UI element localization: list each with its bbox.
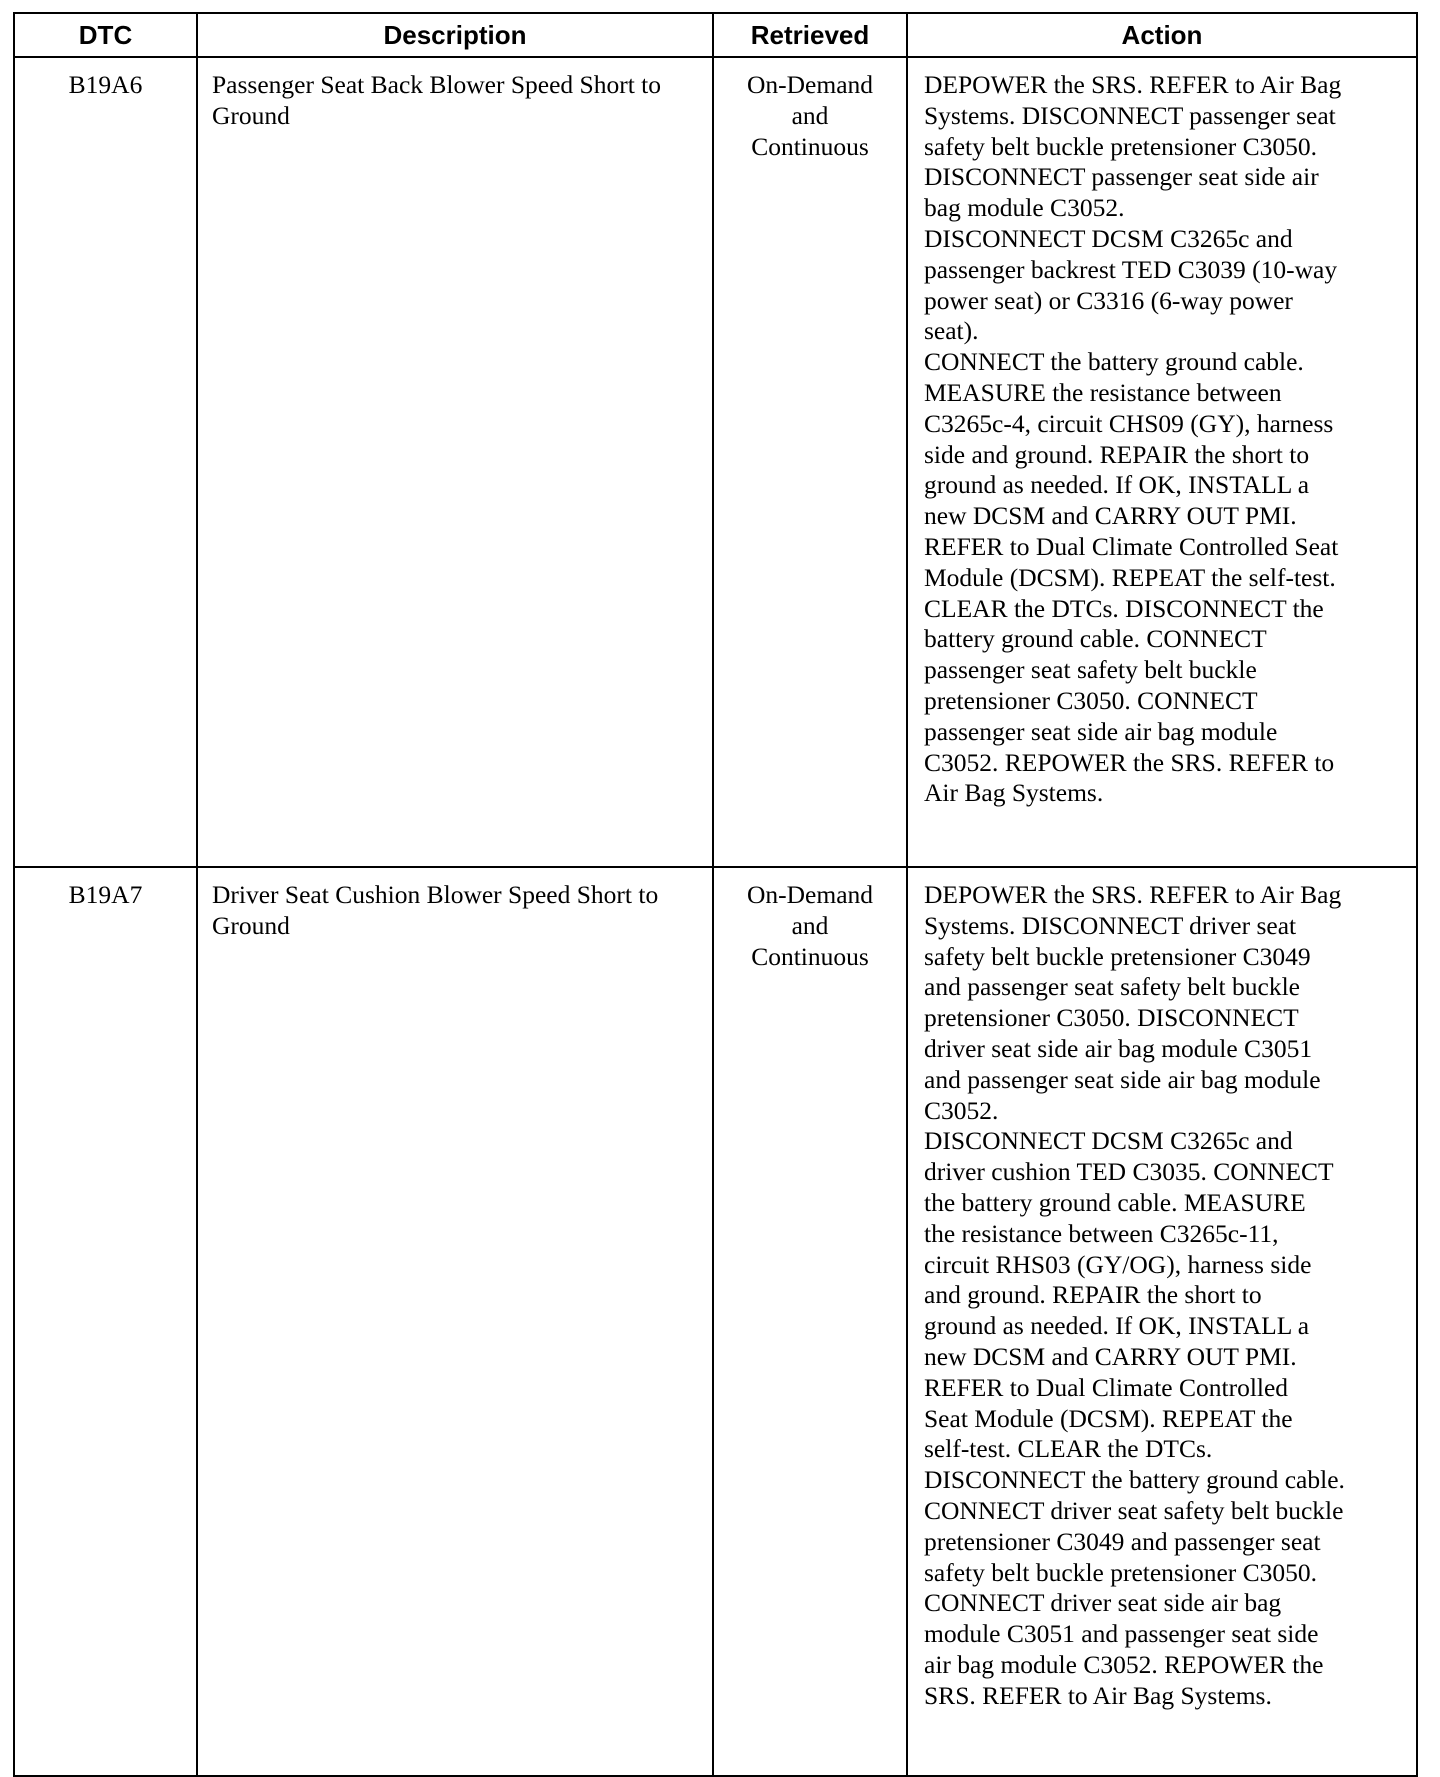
action-line: driver seat side air bag module C3051 [924, 1033, 1313, 1063]
header-description: Description [197, 13, 713, 57]
action-line: REFER to Dual Climate Controlled [924, 1372, 1289, 1402]
action-line: driver cushion TED C3035. CONNECT [924, 1157, 1334, 1187]
action-line: C3265c-4, circuit CHS09 (GY), harness [924, 408, 1334, 438]
action-line: C3052. [924, 1095, 999, 1125]
action-line: passenger seat side air bag module [924, 716, 1278, 746]
action-line: Module (DCSM). REPEAT the self-test. [924, 562, 1336, 592]
header-retrieved: Retrieved [713, 13, 907, 57]
table-row [14, 867, 1417, 1776]
action-line: and ground. REPAIR the short to [924, 1280, 1262, 1310]
action-line: Systems. DISCONNECT passenger seat [924, 100, 1336, 130]
action-line: ground as needed. If OK, INSTALL a [924, 470, 1310, 500]
action-text [907, 867, 1417, 1776]
action-line: power seat) or C3316 (6-way power [924, 285, 1293, 315]
action-line: DEPOWER the SRS. REFER to Air Bag [924, 880, 1342, 909]
action-line: seat). [924, 316, 979, 346]
action-line: battery ground cable. CONNECT [924, 624, 1267, 654]
action-line: DISCONNECT passenger seat side air [924, 162, 1319, 192]
action-line: the resistance between C3265c-11, [924, 1218, 1279, 1248]
action-line: safety belt buckle pretensioner C3049 [924, 941, 1311, 971]
action-line: module C3051 and passenger seat side [924, 1619, 1319, 1649]
action-line: DISCONNECT DCSM C3265c and [924, 223, 1293, 253]
action-line: pretensioner C3050. CONNECT [924, 685, 1258, 715]
action-text [907, 57, 1417, 867]
action-line: CONNECT the battery ground cable. [924, 347, 1304, 377]
action-line: passenger backrest TED C3039 (10-way [924, 254, 1338, 284]
retrieved-mode: On-Demand and Continuous [713, 57, 907, 867]
action-line: new DCSM and CARRY OUT PMI. [924, 501, 1297, 531]
action-line: DISCONNECT DCSM C3265c and [924, 1126, 1293, 1156]
action-line: safety belt buckle pretensioner C3050. [924, 131, 1318, 161]
dtc-description: Passenger Seat Back Blower Speed Short to Ground [197, 57, 713, 867]
action-line: MEASURE the resistance between [924, 377, 1282, 407]
retrieved-mode: On-Demand and Continuous [713, 867, 907, 1776]
header-dtc: DTC [14, 13, 197, 57]
action-line: pretensioner C3049 and passenger seat [924, 1526, 1321, 1556]
action-line: self-test. CLEAR the DTCs. [924, 1434, 1213, 1464]
action-line: SRS. REFER to Air Bag Systems. [924, 1680, 1272, 1710]
table-row [14, 57, 1417, 867]
action-line: and passenger seat safety belt buckle [924, 972, 1300, 1002]
header-row [14, 13, 1417, 57]
action-line: and passenger seat side air bag module [924, 1064, 1321, 1094]
action-line: the battery ground cable. MEASURE [924, 1187, 1306, 1217]
header-action: Action [907, 13, 1417, 57]
action-line: REFER to Dual Climate Controlled Seat [924, 531, 1339, 561]
action-line: Air Bag Systems. [924, 778, 1104, 808]
dtc-description: Driver Seat Cushion Blower Speed Short to Ground [197, 867, 713, 1776]
action-line: Systems. DISCONNECT driver seat [924, 910, 1297, 940]
dtc-code: B19A6 [14, 57, 197, 867]
action-line: CONNECT driver seat side air bag [924, 1588, 1282, 1618]
action-line: new DCSM and CARRY OUT PMI. [924, 1341, 1297, 1371]
dtc-table [13, 12, 1418, 1777]
action-line: C3052. REPOWER the SRS. REFER to [924, 747, 1335, 777]
action-line: safety belt buckle pretensioner C3050. [924, 1557, 1318, 1587]
action-line: bag module C3052. [924, 193, 1125, 223]
action-line: DISCONNECT the battery ground cable. [924, 1465, 1345, 1495]
action-line: DEPOWER the SRS. REFER to Air Bag [924, 70, 1342, 99]
action-line: circuit RHS03 (GY/OG), harness side [924, 1249, 1312, 1279]
action-line: side and ground. REPAIR the short to [924, 439, 1310, 469]
action-line: passenger seat safety belt buckle [924, 655, 1257, 685]
action-line: pretensioner C3050. DISCONNECT [924, 1003, 1299, 1033]
action-line: CLEAR the DTCs. DISCONNECT the [924, 593, 1324, 623]
action-line: air bag module C3052. REPOWER the [924, 1649, 1324, 1679]
action-line: Seat Module (DCSM). REPEAT the [924, 1403, 1293, 1433]
dtc-code: B19A7 [14, 867, 197, 1776]
action-line: CONNECT driver seat safety belt buckle [924, 1495, 1344, 1525]
action-line: ground as needed. If OK, INSTALL a [924, 1311, 1310, 1341]
